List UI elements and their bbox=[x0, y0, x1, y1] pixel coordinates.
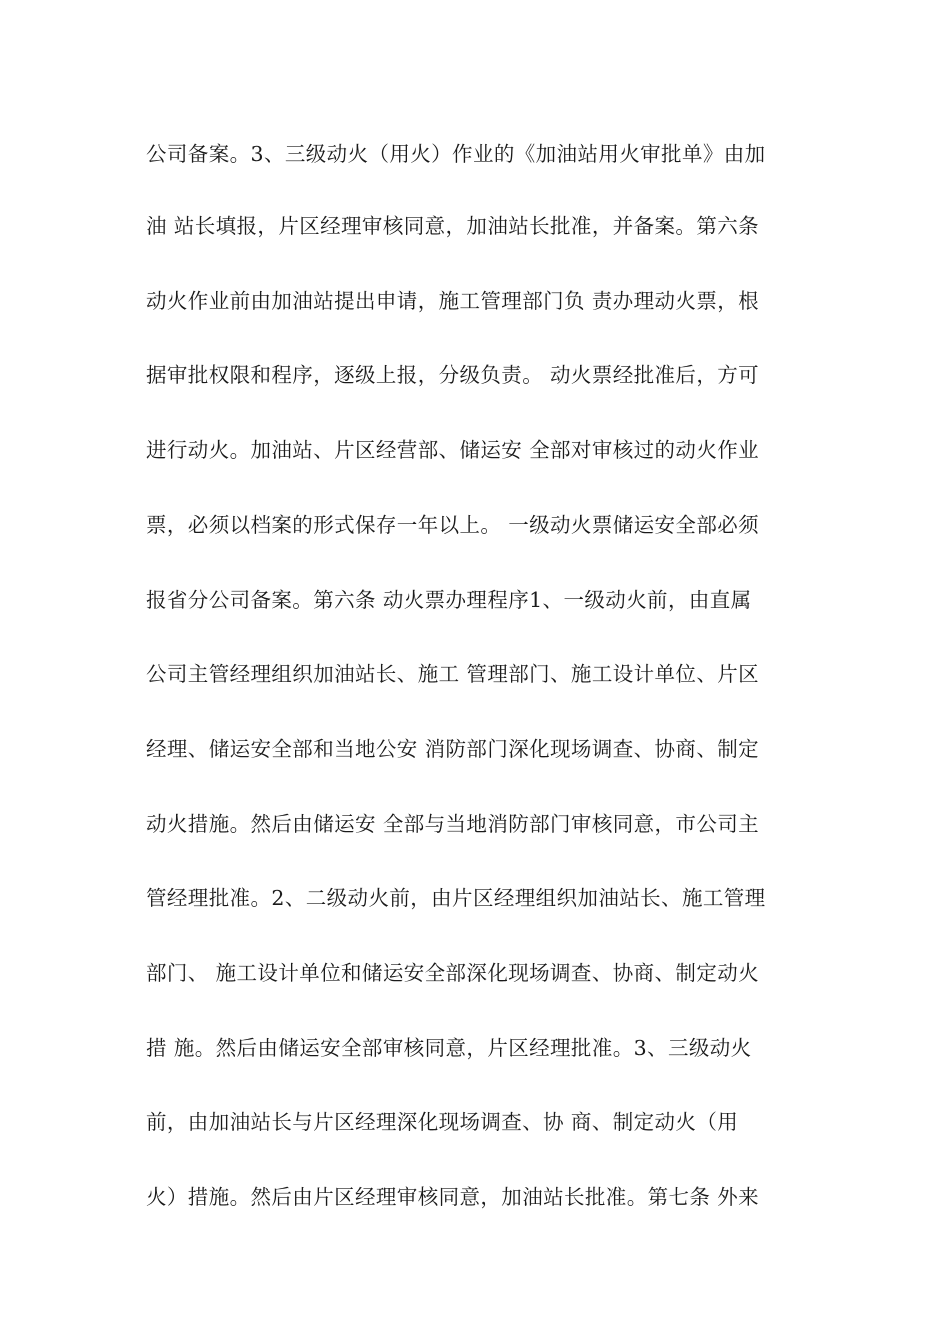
body-text-line: 公司主管经理组织加油站长、施工 管理部门、施工设计单位、片区 bbox=[146, 662, 760, 686]
body-text-line: 经理、储运安全部和当地公安 消防部门深化现场调查、协商、制定 bbox=[146, 737, 760, 761]
body-text-line: 管经理批准。2、二级动火前，由片区经理组织加油站长、施工管理 bbox=[146, 886, 766, 910]
body-text-line: 前，由加油站长与片区经理深化现场调查、协 商、制定动火（用 bbox=[146, 1110, 739, 1134]
body-text-line: 票，必须以档案的形式保存一年以上。 一级动火票储运安全部必须 bbox=[146, 513, 760, 537]
body-text-line: 油 站长填报，片区经理审核同意，加油站长批准，并备案。第六条 bbox=[146, 214, 760, 238]
body-text-line: 公司备案。3、三级动火（用火）作业的《加油站用火审批单》由加 bbox=[146, 142, 766, 166]
body-text-line: 火）措施。然后由片区经理审核同意，加油站长批准。第七条 外来 bbox=[146, 1185, 760, 1209]
body-text-line: 进行动火。加油站、片区经营部、储运安 全部对审核过的动火作业 bbox=[146, 438, 760, 462]
body-text-line: 据审批权限和程序，逐级上报，分级负责。 动火票经批准后，方可 bbox=[146, 363, 760, 387]
body-text-line: 措 施。然后由储运安全部审核同意，片区经理批准。3、三级动火 bbox=[146, 1036, 752, 1060]
body-text-line: 动火作业前由加油站提出申请，施工管理部门负 责办理动火票，根 bbox=[146, 289, 760, 313]
body-text-line: 部门、 施工设计单位和储运安全部深化现场调查、协商、制定动火 bbox=[146, 961, 760, 985]
body-text-line: 动火措施。然后由储运安 全部与当地消防部门审核同意，市公司主 bbox=[146, 812, 760, 836]
body-text-line: 报省分公司备案。第六条 动火票办理程序1、一级动火前，由直属 bbox=[146, 588, 752, 612]
